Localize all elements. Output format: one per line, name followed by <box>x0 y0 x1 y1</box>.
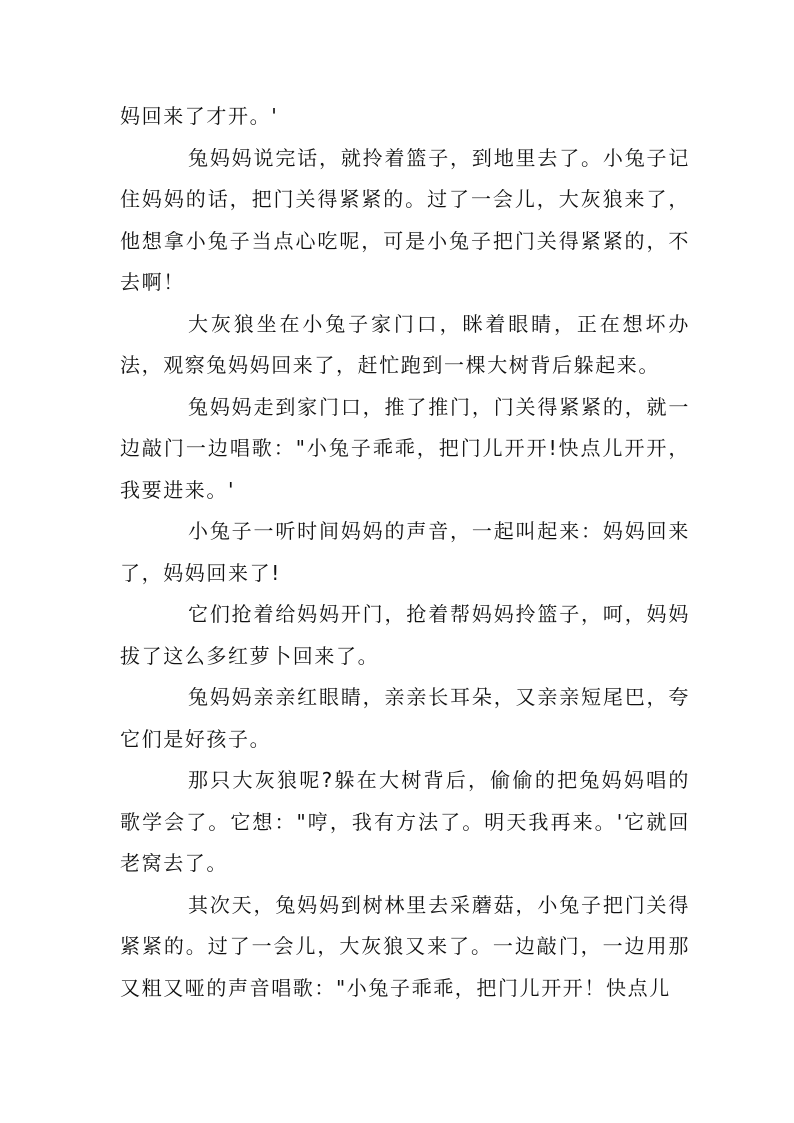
paragraph: 小兔子一听时间妈妈的声音，一起叫起来：妈妈回来了，妈妈回来了! <box>120 519 690 585</box>
paragraph: 妈回来了才开。' <box>120 104 279 128</box>
paragraph: 它们抢着给妈妈开门，抢着帮妈妈拎篮子，呵，妈妈拔了这么多红萝卜回来了。 <box>120 602 690 668</box>
paragraph: 兔妈妈亲亲红眼睛，亲亲长耳朵，又亲亲短尾巴，夸它们是好孩子。 <box>120 685 690 751</box>
paragraph: 兔妈妈说完话，就拎着篮子，到地里去了。小兔子记住妈妈的话，把门关得紧紧的。过了一会儿，大灰狼来了，他想拿小兔子当点心吃呢，可是小兔子把门关得紧紧的，不去啊！ <box>120 145 690 294</box>
paragraph: 那只大灰狼呢?躲在大树背后，偷偷的把兔妈妈唱的歌学会了。它想："哼，我有方法了。明天我再来。'它就回老窝去了。 <box>120 768 690 875</box>
paragraph: 兔妈妈走到家门口，推了推门，门关得紧紧的，就一边敲门一边唱歌："小兔子乖乖，把门儿开开!快点儿开开，我要进来。' <box>120 394 690 502</box>
body-text <box>120 96 690 1009</box>
paragraph: 其次天，兔妈妈到树林里去采蘑菇，小兔子把门关得紧紧的。过了一会儿，大灰狼又来了。一边敲门，一边用那又粗又哑的声音唱歌："小兔子乖乖，把门儿开开！快点儿 <box>120 892 690 1000</box>
paragraph: 大灰狼坐在小兔子家门口，眯着眼睛，正在想坏办法，观察兔妈妈回来了，赶忙跑到一棵大树背后躲起来。 <box>120 311 690 377</box>
